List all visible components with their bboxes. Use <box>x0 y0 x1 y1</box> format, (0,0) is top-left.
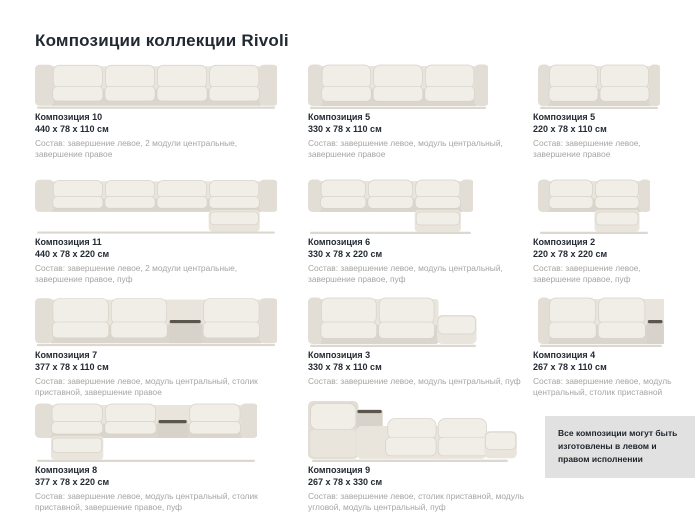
composition-title: Композиция 9 <box>308 465 371 475</box>
composition-dimensions: 267 x 78 x 110 см <box>533 361 607 372</box>
composition-description: Состав: завершение левое, модуль центральный, завершение правое <box>308 138 503 159</box>
composition-description: Состав: завершение левое, модуль центральный, пуф <box>308 376 521 386</box>
sofa-image <box>35 286 277 347</box>
composition-dimensions: 377 x 78 x 110 см <box>35 361 109 372</box>
composition-dimensions: 330 x 78 x 220 см <box>308 248 383 259</box>
info-note <box>545 416 695 478</box>
composition-card <box>533 172 683 285</box>
composition-card <box>35 286 277 398</box>
page-title: Композиции коллекции Rivoli <box>35 31 289 51</box>
composition-dimensions: 220 x 78 x 220 см <box>533 248 608 259</box>
composition-description: Состав: завершение левое, модуль центральный, столик приставной, завершение правое <box>35 376 258 397</box>
composition-title: Композиция 5 <box>308 112 371 122</box>
composition-dimensions: 377 x 78 x 220 см <box>35 476 110 487</box>
composition-description: Состав: завершение левое, модуль центральный, столик приставной <box>533 376 672 397</box>
composition-title: Композиция 7 <box>35 350 98 360</box>
composition-dimensions: 220 x 78 x 110 см <box>533 123 607 134</box>
sofa-image <box>35 398 277 462</box>
composition-title: Композиция 3 <box>308 350 371 360</box>
composition-dimensions: 330 x 78 x 110 см <box>308 123 382 134</box>
composition-card <box>533 286 683 398</box>
composition-dimensions: 267 x 78 x 330 см <box>308 476 383 487</box>
composition-card <box>35 60 277 160</box>
composition-title: Композиция 4 <box>533 350 596 360</box>
composition-card <box>308 398 532 513</box>
composition-title: Композиция 2 <box>533 237 596 247</box>
sofa-image <box>308 398 532 462</box>
composition-description: Состав: завершение левое, завершение правое, пуф <box>533 263 641 284</box>
composition-title: Композиция 5 <box>533 112 596 122</box>
composition-title: Композиция 10 <box>35 112 103 122</box>
composition-description: Состав: завершение левое, модуль центральный, столик приставной, завершение правое, пуф <box>35 491 258 512</box>
composition-card <box>308 286 532 387</box>
composition-title: Композиция 6 <box>308 237 371 247</box>
composition-dimensions: 440 x 78 x 220 см <box>35 248 110 259</box>
composition-card <box>308 172 532 285</box>
composition-dimensions: 440 x 78 x 110 см <box>35 123 109 134</box>
sofa-image <box>308 60 532 109</box>
composition-card <box>35 398 277 513</box>
info-note-text: Все композиции могут быть изготовлены в левом и правом исполнении <box>558 428 678 465</box>
sofa-image <box>533 286 683 347</box>
sofa-image <box>308 172 532 234</box>
composition-description: Состав: завершение левое, столик приставной, модуль угловой, модуль центральный, пуф <box>308 491 524 512</box>
composition-title: Композиция 8 <box>35 465 98 475</box>
composition-description: Состав: завершение левое, 2 модули центральные, завершение правое, пуф <box>35 263 238 284</box>
composition-title: Композиция 11 <box>35 237 102 247</box>
sofa-image <box>308 286 532 347</box>
sofa-image <box>533 172 683 234</box>
composition-dimensions: 330 x 78 x 110 см <box>308 361 382 372</box>
composition-description: Состав: завершение левое, модуль центральный, завершение правое, пуф <box>308 263 503 284</box>
composition-description: Состав: завершение левое, завершение правое <box>533 138 641 159</box>
composition-card <box>35 172 277 285</box>
composition-card <box>533 60 683 160</box>
sofa-image <box>533 60 683 109</box>
composition-description: Состав: завершение левое, 2 модули центральные, завершение правое <box>35 138 238 159</box>
composition-card <box>308 60 532 160</box>
sofa-image <box>35 60 277 109</box>
sofa-image <box>35 172 277 234</box>
